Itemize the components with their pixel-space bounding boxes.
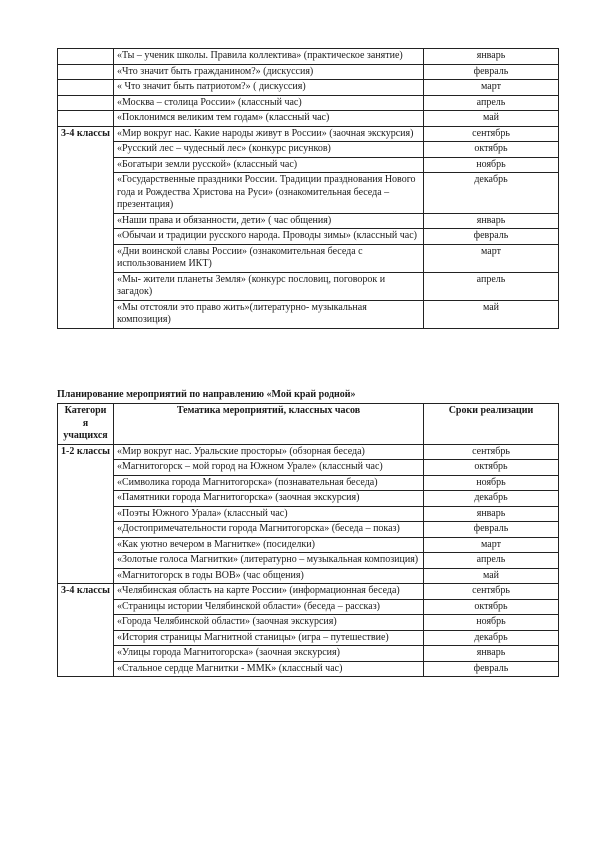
month-cell: сентябрь — [424, 584, 559, 600]
table1-body — [58, 49, 559, 329]
topic-cell: «Поэты Южного Урала» (классный час) — [114, 506, 424, 522]
table-row — [58, 615, 559, 631]
month-cell: май — [424, 300, 559, 328]
month-cell: ноябрь — [424, 475, 559, 491]
topic-cell: «Мир вокруг нас. Уральские просторы» (обзорная беседа) — [114, 444, 424, 460]
month-cell: декабрь — [424, 491, 559, 507]
month-cell: февраль — [424, 661, 559, 677]
table-row — [58, 460, 559, 476]
topic-cell: «Золотые голоса Магнитки» (литературно – музыкальная композиция) — [114, 553, 424, 569]
table-row — [58, 444, 559, 460]
table-row — [58, 522, 559, 538]
topic-cell: «Мир вокруг нас. Какие народы живут в России» (заочная экскурсия) — [114, 126, 424, 142]
category-label-3-4: 3-4 классы — [58, 584, 114, 677]
table-row — [58, 244, 559, 272]
month-cell: февраль — [424, 522, 559, 538]
month-cell: октябрь — [424, 142, 559, 158]
month-cell: декабрь — [424, 630, 559, 646]
events-table-native-land — [57, 403, 559, 677]
month-cell: май — [424, 111, 559, 127]
topic-cell: «Дни воинской славы России» (ознакомительная беседа с использованием ИКТ) — [114, 244, 424, 272]
topic-cell: «Города Челябинской области» (заочная экскурсия) — [114, 615, 424, 631]
topic-cell: «Стальное сердце Магнитки - ММК» (классный час) — [114, 661, 424, 677]
month-cell: январь — [424, 646, 559, 662]
category-label-3-4: 3-4 классы — [58, 126, 114, 328]
table-row — [58, 157, 559, 173]
table-row — [58, 142, 559, 158]
header-period: Сроки реализации — [424, 404, 559, 445]
month-cell: ноябрь — [424, 157, 559, 173]
table-row — [58, 95, 559, 111]
topic-cell: «Страницы истории Челябинской области» (беседа – рассказ) — [114, 599, 424, 615]
topic-cell: «История страницы Магнитной станицы» (игра – путешествие) — [114, 630, 424, 646]
table-row — [58, 173, 559, 214]
topic-cell: «Поклонимся великим тем годам» (классный час) — [114, 111, 424, 127]
table-row — [58, 630, 559, 646]
table-row — [58, 300, 559, 328]
month-cell: март — [424, 244, 559, 272]
month-cell: апрель — [424, 95, 559, 111]
header-topic: Тематика мероприятий, классных часов — [114, 404, 424, 445]
topic-cell: «Символика города Магнитогорска» (познавательная беседа) — [114, 475, 424, 491]
month-cell: декабрь — [424, 173, 559, 214]
category-cell — [58, 64, 114, 80]
topic-cell: «Русский лес – чудесный лес» (конкурс рисунков) — [114, 142, 424, 158]
table-row — [58, 272, 559, 300]
topic-cell: «Магнитогорск в годы ВОВ» (час общения) — [114, 568, 424, 584]
events-table-continued — [57, 48, 559, 329]
month-cell: ноябрь — [424, 615, 559, 631]
table-row — [58, 646, 559, 662]
topic-cell: «Ты – ученик школы. Правила коллектива» (практическое занятие) — [114, 49, 424, 65]
table-row — [58, 64, 559, 80]
topic-cell: «Москва – столица России» (классный час) — [114, 95, 424, 111]
table2-header — [58, 404, 559, 445]
table2-body — [58, 444, 559, 677]
section-heading: Планирование мероприятий по направлению «Мой край родной» — [57, 389, 356, 400]
table-row — [58, 599, 559, 615]
table-row — [58, 661, 559, 677]
topic-cell: «Мы отстояли это право жить»(литературно- музыкальная композиция) — [114, 300, 424, 328]
month-cell: март — [424, 80, 559, 96]
month-cell: апрель — [424, 272, 559, 300]
topic-cell: « Что значит быть патриотом?» ( дискуссия) — [114, 80, 424, 96]
table-row — [58, 537, 559, 553]
category-cell — [58, 111, 114, 127]
month-cell: октябрь — [424, 460, 559, 476]
category-label-1-2: 1-2 классы — [58, 444, 114, 584]
table-row — [58, 475, 559, 491]
header-row — [58, 404, 559, 445]
month-cell: март — [424, 537, 559, 553]
month-cell: сентябрь — [424, 444, 559, 460]
topic-cell: «Богатыри земли русской» (классный час) — [114, 157, 424, 173]
topic-cell: «Улицы города Магнитогорска» (заочная экскурсия) — [114, 646, 424, 662]
table-row — [58, 213, 559, 229]
topic-cell: «Обычаи и традиции русского народа. Проводы зимы» (классный час) — [114, 229, 424, 245]
topic-cell: «Как уютно вечером в Магнитке» (посиделки) — [114, 537, 424, 553]
table-row — [58, 80, 559, 96]
topic-cell: «Что значит быть гражданином?» (дискуссия) — [114, 64, 424, 80]
month-cell: январь — [424, 49, 559, 65]
table-row — [58, 506, 559, 522]
month-cell: апрель — [424, 553, 559, 569]
month-cell: февраль — [424, 64, 559, 80]
month-cell: май — [424, 568, 559, 584]
category-cell — [58, 95, 114, 111]
table-row — [58, 126, 559, 142]
category-cell — [58, 80, 114, 96]
table-row — [58, 568, 559, 584]
header-category: Категори я учащихся — [58, 404, 114, 445]
topic-cell: «Магнитогорск – мой город на Южном Урале» (классный час) — [114, 460, 424, 476]
topic-cell: «Памятники города Магнитогорска» (заочная экскурсия) — [114, 491, 424, 507]
month-cell: январь — [424, 213, 559, 229]
table-row — [58, 111, 559, 127]
month-cell: сентябрь — [424, 126, 559, 142]
table-row — [58, 491, 559, 507]
topic-cell: «Челябинская область на карте России» (информационная беседа) — [114, 584, 424, 600]
table-row — [58, 553, 559, 569]
topic-cell: «Мы- жители планеты Земля» (конкурс пословиц, поговорок и загадок) — [114, 272, 424, 300]
table-row — [58, 229, 559, 245]
table-row — [58, 584, 559, 600]
topic-cell: «Государственные праздники России. Традиции празднования Нового года и Рождества Христова на Руси» (ознакомительная беседа – презентация) — [114, 173, 424, 214]
month-cell: октябрь — [424, 599, 559, 615]
topic-cell: «Достопримечательности города Магнитогорска» (беседа – показ) — [114, 522, 424, 538]
topic-cell: «Наши права и обязанности, дети» ( час общения) — [114, 213, 424, 229]
category-cell — [58, 49, 114, 65]
month-cell: февраль — [424, 229, 559, 245]
table-row — [58, 49, 559, 65]
month-cell: январь — [424, 506, 559, 522]
